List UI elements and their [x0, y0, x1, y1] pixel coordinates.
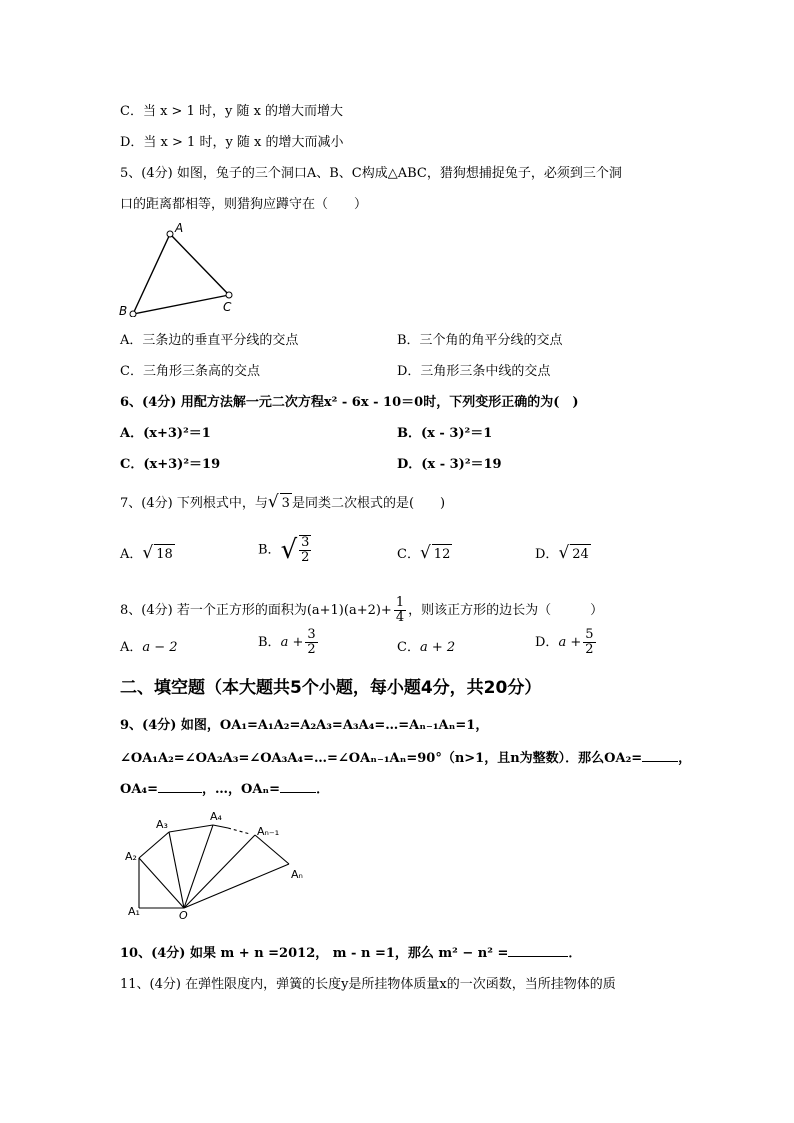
vertex-b	[130, 311, 136, 317]
q8-option-b: B．a + $\frac{3}{2}$	[258, 627, 316, 657]
q7-c-radicand: 12	[432, 544, 453, 565]
q7-option-a: A．√ 18	[120, 543, 173, 563]
q5-option-b: B．三个角的角平分线的交点	[397, 333, 563, 348]
q9-blank-oa4[interactable]	[158, 778, 202, 793]
q8-option-c: C．a + 2	[397, 640, 456, 655]
vertex-a	[167, 231, 173, 237]
q5-triangle-figure	[115, 222, 245, 317]
q7-a-radicand: 18	[154, 544, 175, 565]
q6-stem: 6、(4分) 用配方法解一元二次方程x² - 6x - 10＝0时，下列变形正确的为( )	[120, 395, 579, 410]
q7-option-c: C．√ 12	[397, 543, 451, 563]
label-a2: A₂	[125, 850, 137, 863]
q5-stem-line2: 口的距离都相等，则猎狗应蹲守在（ ）	[120, 197, 368, 212]
q10-stem: 10、(4分) 如果 m + n =2012， m - n =1，那么 m² − n² = ．	[120, 942, 581, 964]
q9-line3: OA₄= ，…，OAₙ= ．	[120, 778, 329, 800]
q10-blank[interactable]	[508, 942, 568, 957]
q7-option-d: D．√ 24	[535, 543, 589, 563]
label-a1: A₁	[128, 905, 140, 918]
label-a3: A₃	[156, 818, 168, 831]
vertex-c	[226, 292, 232, 298]
label-an1: Aₙ₋₁	[257, 825, 280, 838]
q6-option-b: B．(x - 3)²＝1	[397, 426, 493, 441]
q5-option-d: D．三角形三条中线的交点	[397, 364, 551, 379]
triangle-abc	[133, 234, 229, 314]
q9-blank-oan[interactable]	[280, 778, 316, 793]
q7-d-radicand: 24	[570, 544, 591, 565]
label-o: O	[179, 909, 188, 920]
q7-stem: 7、(4分) 下列根式中，与√ 3 是同类二次根式的是( )	[120, 492, 446, 512]
q5-option-a: A．三条边的垂直平分线的交点	[120, 333, 299, 348]
q7-option-b: B．√ $\frac{3}{2}$	[258, 535, 310, 565]
q8-option-d: D．a + $\frac{5}{2}$	[535, 627, 594, 657]
q6-option-a: A．(x+3)²＝1	[120, 426, 211, 441]
q9-line1: 9、(4分) 如图，OA₁=A₁A₂=A₂A₃=A₃A₄=…=Aₙ₋₁Aₙ=1，	[120, 718, 489, 733]
q9-line2: ∠OA₁A₂=∠OA₂A₃=∠OA₃A₄=…=∠OAₙ₋₁Aₙ=90°（n>1，且n为整数）．那么OA₂= ，	[120, 747, 691, 769]
label-b: B	[119, 304, 128, 317]
label-a4: A₄	[210, 810, 222, 823]
label-c: C	[223, 300, 232, 314]
q5-option-c: C．三角形三条高的交点	[120, 364, 260, 379]
q8-option-a: A．a − 2	[120, 640, 178, 655]
q6-option-c: C．(x+3)²＝19	[120, 457, 221, 472]
q7-stem-radicand: 3	[280, 493, 292, 514]
q9-blank-oa2[interactable]	[642, 747, 678, 762]
q9-spiral-figure	[122, 808, 312, 920]
label-a: A	[175, 222, 184, 235]
section-2-heading: 二、填空题（本大题共5个小题，每小题4分，共20分）	[120, 678, 542, 698]
q4-option-d: D．当 x > 1 时，y 随 x 的增大而减小	[120, 135, 344, 150]
q5-stem-line1: 5、(4分) 如图，兔子的三个洞口A、B、C构成△ABC，猎狗想捕捉兔子，必须到三个洞	[120, 166, 622, 181]
q8-stem: 8、(4分) 若一个正方形的面积为(a+1)(a+2)+ $\frac{1}{4}$ ，则该正方形的边长为（ ）	[120, 595, 604, 625]
q4-option-c: C．当 x > 1 时，y 随 x 的增大而增大	[120, 104, 344, 119]
q6-option-d: D．(x - 3)²＝19	[397, 457, 502, 472]
label-an: Aₙ	[291, 868, 303, 881]
q11-line1: 11、(4分) 在弹性限度内，弹簧的长度y是所挂物体质量x的一次函数，当所挂物体的质	[120, 977, 616, 992]
